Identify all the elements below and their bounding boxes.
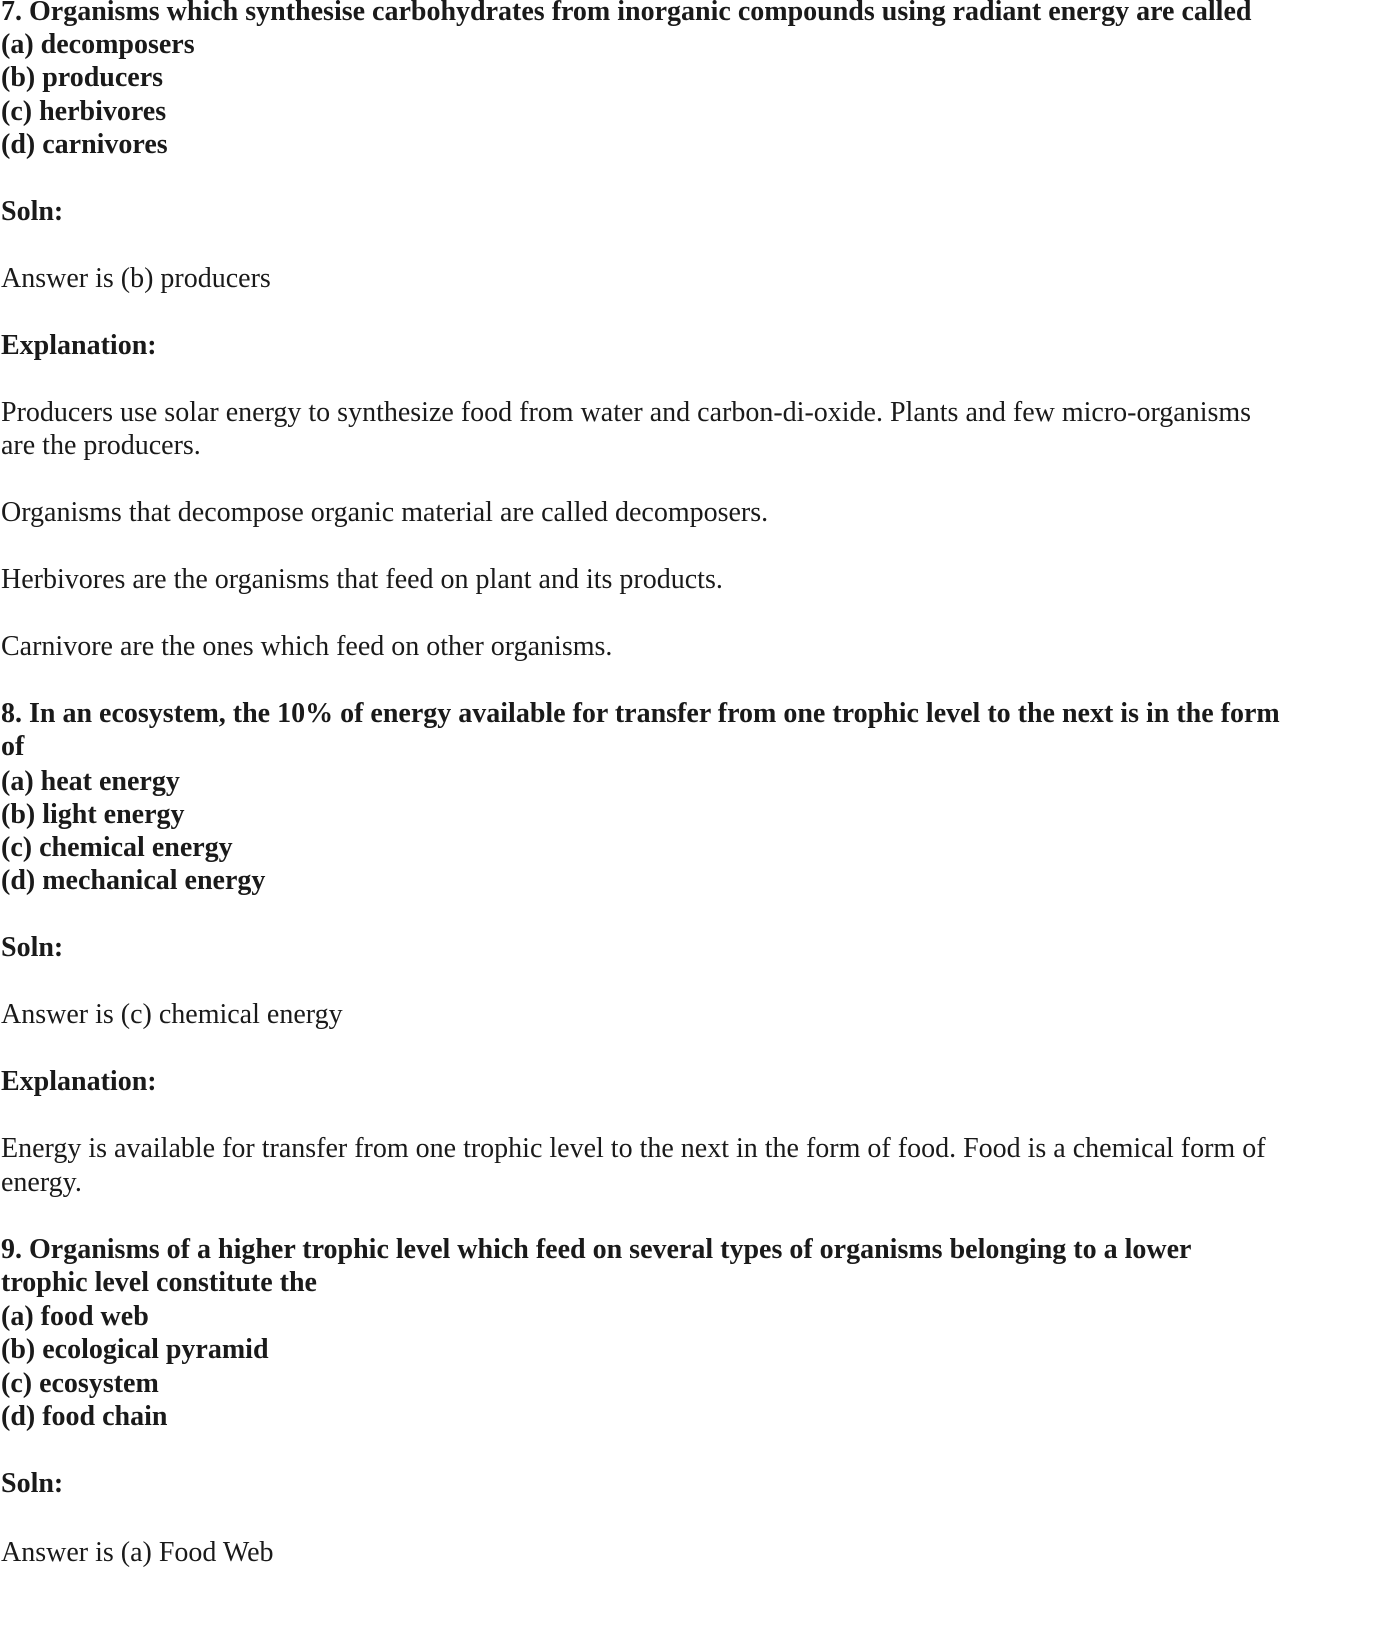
question-8-option-d: (d) mechanical energy xyxy=(1,865,266,896)
question-9-text-line2: trophic level constitute the xyxy=(1,1267,317,1298)
question-7-option-c: (c) herbivores xyxy=(1,96,167,127)
question-7-soln-label: Soln: xyxy=(1,196,64,227)
question-9-option-b: (b) ecological pyramid xyxy=(1,1334,269,1365)
question-9-soln-label: Soln: xyxy=(1,1468,64,1499)
question-7-explanation-p4: Carnivore are the ones which feed on other organisms. xyxy=(1,631,613,662)
question-8-explanation-label: Explanation: xyxy=(1,1066,157,1097)
question-7-answer: Answer is (b) producers xyxy=(1,263,271,294)
question-9-answer: Answer is (a) Food Web xyxy=(1,1537,274,1568)
question-9-option-c: (c) ecosystem xyxy=(1,1368,159,1399)
question-9-option-d: (d) food chain xyxy=(1,1401,168,1432)
question-7-option-b: (b) producers xyxy=(1,62,164,93)
question-8-option-a: (a) heat energy xyxy=(1,766,180,797)
question-8-text-line1: 8. In an ecosystem, the 10% of energy available for transfer from one trophic level to the next is in the form xyxy=(1,698,1280,729)
question-8-option-c: (c) chemical energy xyxy=(1,832,233,863)
question-7-option-d: (d) carnivores xyxy=(1,129,168,160)
question-8-option-b: (b) light energy xyxy=(1,799,185,830)
question-7-explanation-label: Explanation: xyxy=(1,330,157,361)
question-7-explanation-p1-line2: are the producers. xyxy=(1,430,201,461)
question-7-explanation-p2: Organisms that decompose organic material are called decomposers. xyxy=(1,497,769,528)
question-9-text-line1: 9. Organisms of a higher trophic level which feed on several types of organisms belonging to a lower xyxy=(1,1234,1192,1265)
question-8-text-line2: of xyxy=(1,731,25,762)
question-8-soln-label: Soln: xyxy=(1,932,64,963)
question-7-option-a: (a) decomposers xyxy=(1,29,195,60)
question-8-answer: Answer is (c) chemical energy xyxy=(1,999,343,1030)
question-7-explanation-p1-line1: Producers use solar energy to synthesize food from water and carbon-di-oxide. Plants and few micro-organisms xyxy=(1,397,1252,428)
question-9-option-a: (a) food web xyxy=(1,1301,149,1332)
question-8-explanation-p1-line1: Energy is available for transfer from one trophic level to the next in the form of food. Food is a chemical form of xyxy=(1,1133,1266,1164)
question-7-explanation-p3: Herbivores are the organisms that feed on plant and its products. xyxy=(1,564,723,595)
question-8-explanation-p1-line2: energy. xyxy=(1,1167,82,1198)
question-7-text: 7. Organisms which synthesise carbohydrates from inorganic compounds using radiant energy are called xyxy=(1,0,1252,27)
